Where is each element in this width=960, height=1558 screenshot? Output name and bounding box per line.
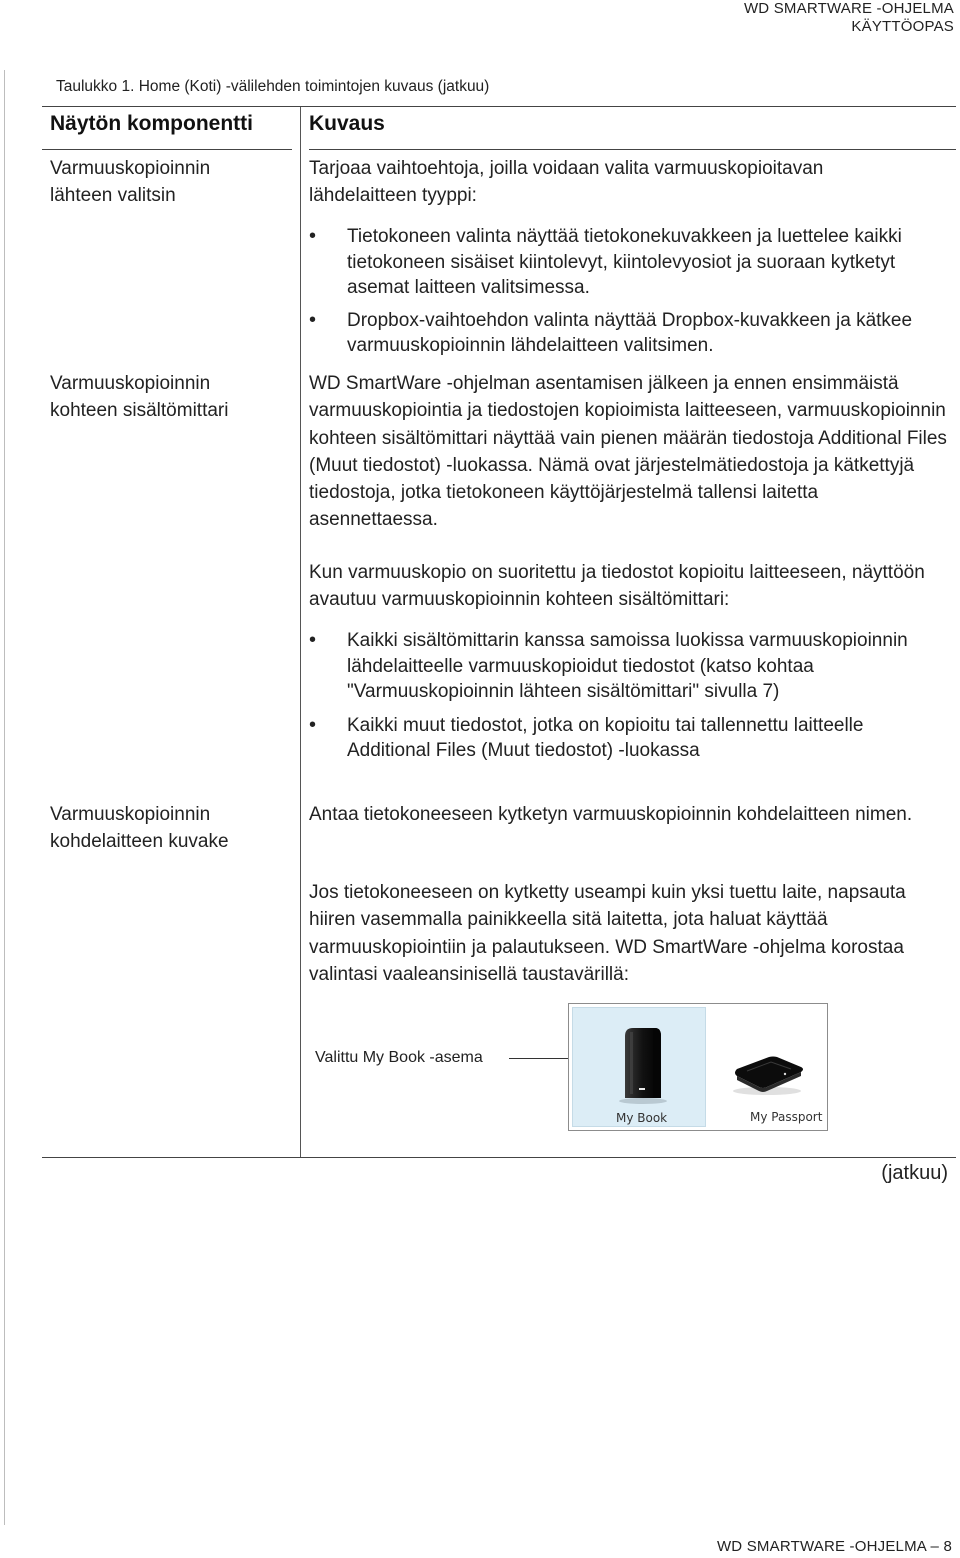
row1-bullet-computer: • Tietokoneen valinta näyttää tietokonekuvakkeen ja luettelee kaikki tietokoneen sisäiset kiintolevyt, kiintolevyosiot ja suoraan kytketyt asemat laitteen valitsimessa. [309,224,949,301]
row1-bullet-list [309,224,949,366]
device-label-my-book: My Book [616,1111,668,1125]
row2-bullet-list [309,628,919,771]
row2-paragraph-1: WD SmartWare -ohjelman asentamisen jälkeen ja ennen ensimmäistä varmuuskopiointia ja tiedostojen kopioimista laitteeseen, varmuuskopioinnin kohteen sisältömittari näyttää vain pienen määrän tiedostoja Additional Files (Muut tiedostot) -luokassa. Nämä ovat järjestelmätiedostoja ja kätkettyjä tiedostoja, jotka tietokoneen käyttöjärjestelmä tallensi laitetta asennettaessa. [309,373,947,531]
header-title: WD SMARTWARE -OHJELMA [743,0,954,17]
column-header-component: Näytön komponentti [50,112,253,135]
row2-component-line2: kohteen sisältömittari [50,400,229,421]
column-header-description: Kuvaus [309,112,385,135]
continued-note: (jatkuu) [881,1162,948,1184]
row2-bullet-categories: • Kaikki sisältömittarin kanssa samoissa luokissa varmuuskopioinnin lähdelaitteelle varmuuskopioidut tiedostot (katso kohtaa "Varmuuskopioinnin lähteen sisältömittari" sivulla 7) [309,628,919,705]
row2-component [50,370,228,424]
callout-label: Valittu My Book -asema [315,1049,483,1066]
page-footer: WD SMARTWARE -OHJELMA – 8 [716,1538,952,1555]
header-subtitle: KÄYTTÖOPAS [851,18,954,35]
table-top-rule [42,106,956,107]
row1-component [50,155,210,209]
selected-device-highlight[interactable] [572,1007,706,1127]
margin-rule [4,70,5,1525]
row3-component-line2: kohdelaitteen kuvake [50,831,229,852]
running-header [744,0,954,36]
table-bottom-rule [42,1157,956,1158]
row3-paragraph-1: Antaa tietokoneeseen kytketyn varmuuskopioinnin kohdelaitteen nimen. [309,804,913,825]
device-my-passport[interactable] [707,1007,824,1125]
row2-component-line1: Varmuuskopioinnin [50,373,211,394]
external-drive-icon [573,1008,705,1108]
header-bottom-rule-left [42,149,292,150]
row1-bullet-dropbox: • Dropbox-vaihtoehdon valinta näyttää Dropbox-kuvakkeen ja kätkee varmuuskopioinnin lähdelaitteen valitsimen. [309,308,949,359]
row3-component [50,801,229,855]
column-divider [300,107,301,1157]
row2-paragraph-2: Kun varmuuskopio on suoritettu ja tiedostot kopioitu laitteeseen, näyttöön avautuu varmuuskopioinnin kohteen sisältömittari: [309,562,925,611]
table-caption: Taulukko 1. Home (Koti) -välilehden toimintojen kuvaus (jatkuu) [56,78,490,95]
row1-component-line2: lähteen valitsin [50,185,176,206]
row3-component-line1: Varmuuskopioinnin [50,804,211,825]
row1-intro: Tarjoaa vaihtoehtoja, joilla voidaan valita varmuuskopioitavan lähdelaitteen tyyppi: [309,158,824,207]
header-bottom-rule-right [309,149,956,150]
row1-component-line1: Varmuuskopioinnin [50,158,211,179]
device-selector-panel [568,1003,828,1131]
portable-drive-icon [707,1007,824,1107]
row2-bullet-additional: • Kaikki muut tiedostot, jotka on kopioitu tai tallennettu laitteelle Additional Files (Muut tiedostot) -luokassa [309,713,919,764]
device-label-my-passport: My Passport [750,1110,823,1124]
row3-paragraph-2: Jos tietokoneeseen on kytketty useampi kuin yksi tuettu laite, napsauta hiiren vasemmalla painikkeella sitä laitetta, jota haluat käyttää varmuuskopiointiin ja palautukseen. WD SmartWare -ohjelma korostaa valintasi vaaleansinisellä taustavärillä: [309,882,906,985]
